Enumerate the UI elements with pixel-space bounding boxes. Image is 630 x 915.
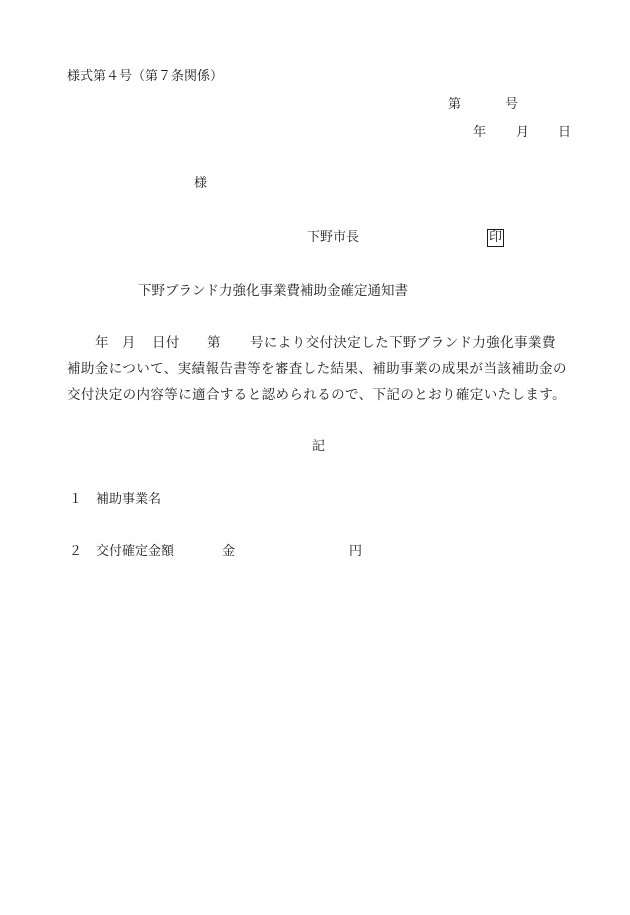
seal-label: 印 <box>489 230 503 245</box>
item-1-number: １ <box>69 492 83 507</box>
item-2-unit: 円 <box>349 544 363 559</box>
item-2-currency-prefix: 金 <box>222 544 236 559</box>
item-2-label: 交付確定金額 <box>96 544 175 559</box>
doc-number-prefix: 第 <box>448 97 462 112</box>
seal-mark <box>487 229 504 247</box>
ki-heading: 記 <box>312 439 326 454</box>
form-label: 様式第４号（第７条関係） <box>67 69 224 84</box>
doc-number-suffix: 号 <box>505 97 519 112</box>
addressee-honorific: 様 <box>194 176 208 191</box>
body-line-3: 交付決定の内容等に適合すると認められるので、下記のとおり確定いたします。 <box>67 387 567 403</box>
body-line-1-month: 月 <box>122 335 136 351</box>
date-month: 月 <box>516 125 530 140</box>
date-day: 日 <box>558 125 572 140</box>
document-title: 下野ブランド力強化事業費補助金確定通知書 <box>138 283 408 299</box>
body-line-2: 補助金について、実績報告書等を審査した結果、補助事業の成果が当該補助金の <box>67 361 567 377</box>
item-1-label: 補助事業名 <box>96 492 162 507</box>
item-2-number: ２ <box>69 544 83 559</box>
body-line-1-day: 日付 <box>152 335 180 351</box>
body-line-1-year: 年 <box>95 335 109 351</box>
body-line-1-number-prefix: 第 <box>207 335 221 351</box>
body-line-1-rest: 号により交付決定した下野ブランド力強化事業費 <box>250 335 556 351</box>
date-year: 年 <box>473 125 487 140</box>
sender-name: 下野市長 <box>307 230 360 245</box>
